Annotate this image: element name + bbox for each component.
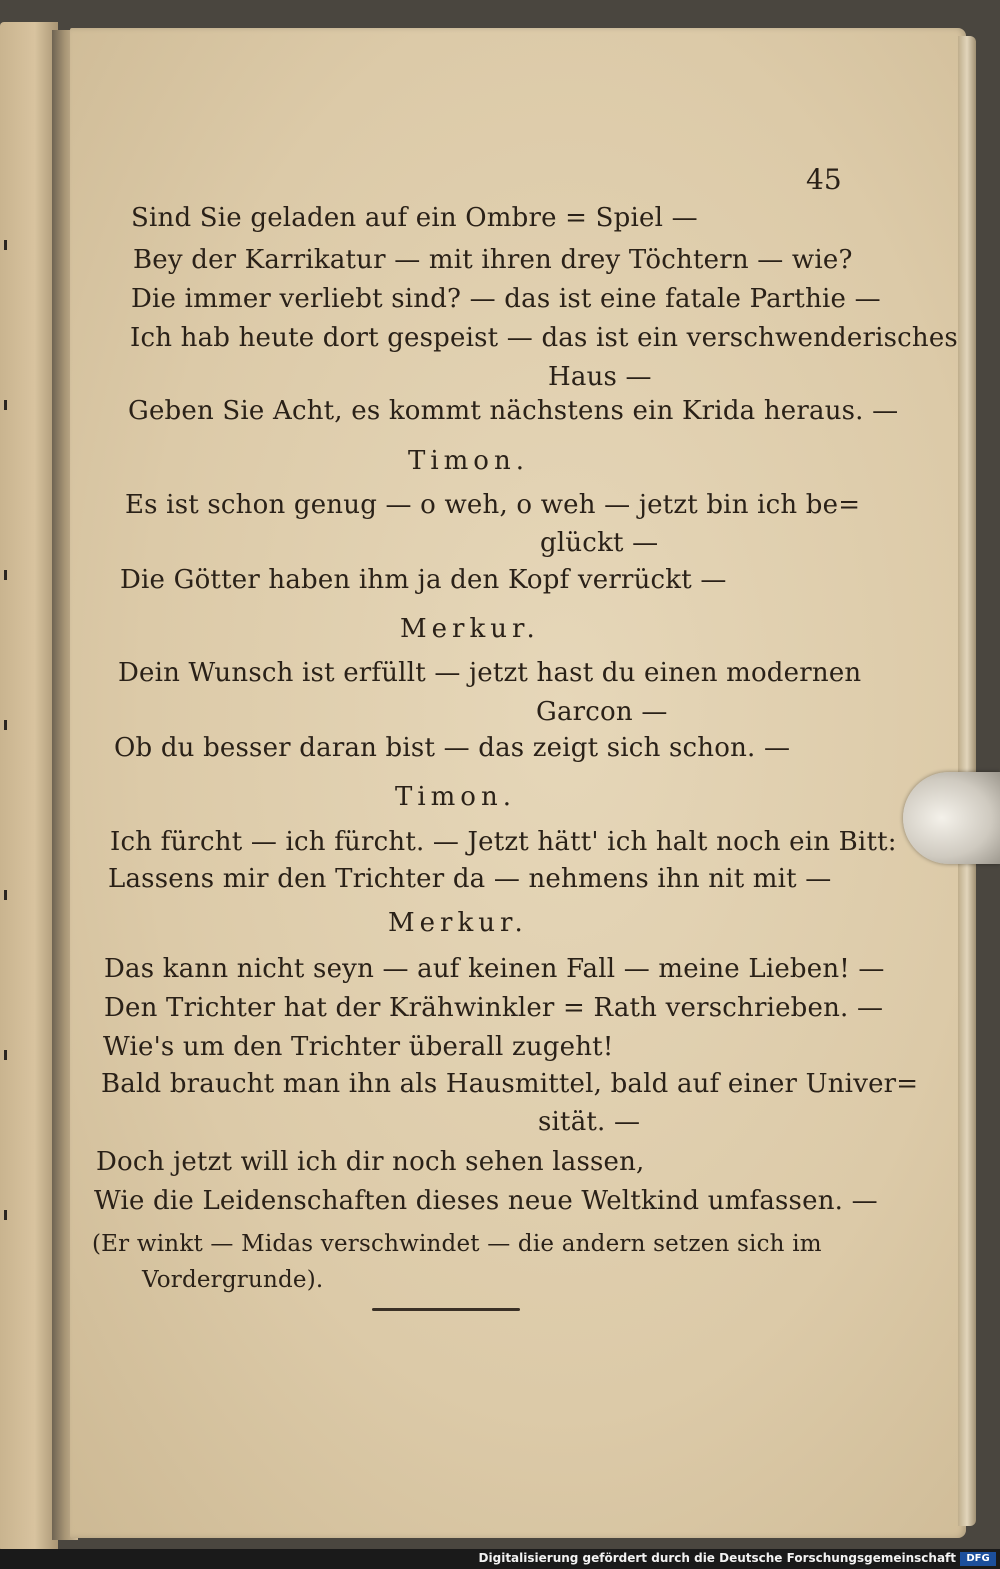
verse-line: sität. — [538,1107,641,1137]
speaker-heading: Merkur. [400,614,540,644]
verse-line: Bey der Karrikatur — mit ihren drey Töchtern — wie? [133,245,853,275]
verse-line: Den Trichter hat der Krähwinkler = Rath verschrieben. — [104,993,884,1023]
verse-line: Doch jetzt will ich dir noch sehen lassen, [96,1147,645,1177]
verse-line: Es ist schon genug — o weh, o weh — jetzt bin ich be= [125,490,861,520]
end-rule [372,1308,520,1311]
verse-line: Bald braucht man ihn als Hausmittel, bald auf einer Univer= [101,1069,919,1099]
stage-direction: (Er winkt — Midas verschwindet — die andern setzen sich im [92,1231,822,1257]
verse-line: Das kann nicht seyn — auf keinen Fall — meine Lieben! — [104,954,885,984]
verse-line: Haus — [548,362,652,392]
speaker-heading: Timon. [408,446,529,476]
verse-line: Lassens mir den Trichter da — nehmens ihn nit mit — [108,864,832,894]
verse-line: Ich fürcht — ich fürcht. — Jetzt hätt' ich halt noch ein Bitt: [110,827,897,857]
verse-line: Ob du besser daran bist — das zeigt sich schon. — [114,733,791,763]
page-number: 45 [806,163,842,196]
verse-line: Wie die Leidenschaften dieses neue Weltkind umfassen. — [94,1186,878,1216]
verse-line: Garcon — [536,697,668,727]
digitization-footer [0,1549,1000,1569]
verse-line: Wie's um den Trichter überall zugeht! [103,1032,614,1062]
verse-line: Die Götter haben ihm ja den Kopf verrückt — [120,565,727,595]
speaker-heading: Merkur. [388,908,528,938]
footer-credit: Digitalisierung gefördert durch die Deutsche Forschungsgemeinschaft [478,1551,956,1565]
stage-direction: Vordergrunde). [142,1267,324,1293]
verse-line: glückt — [540,528,659,558]
speaker-heading: Timon. [395,782,516,812]
verse-line: Die immer verliebt sind? — das ist eine fatale Parthie — [131,284,881,314]
verse-line: Sind Sie geladen auf ein Ombre = Spiel — [131,203,698,233]
verse-line: Ich hab heute dort gespeist — das ist ein verschwenderisches [130,323,958,353]
dfg-logo: DFG [960,1552,996,1566]
verse-line: Dein Wunsch ist erfüllt — jetzt hast du einen modernen [118,658,862,688]
verse-line: Geben Sie Acht, es kommt nächstens ein Krida heraus. — [128,396,899,426]
